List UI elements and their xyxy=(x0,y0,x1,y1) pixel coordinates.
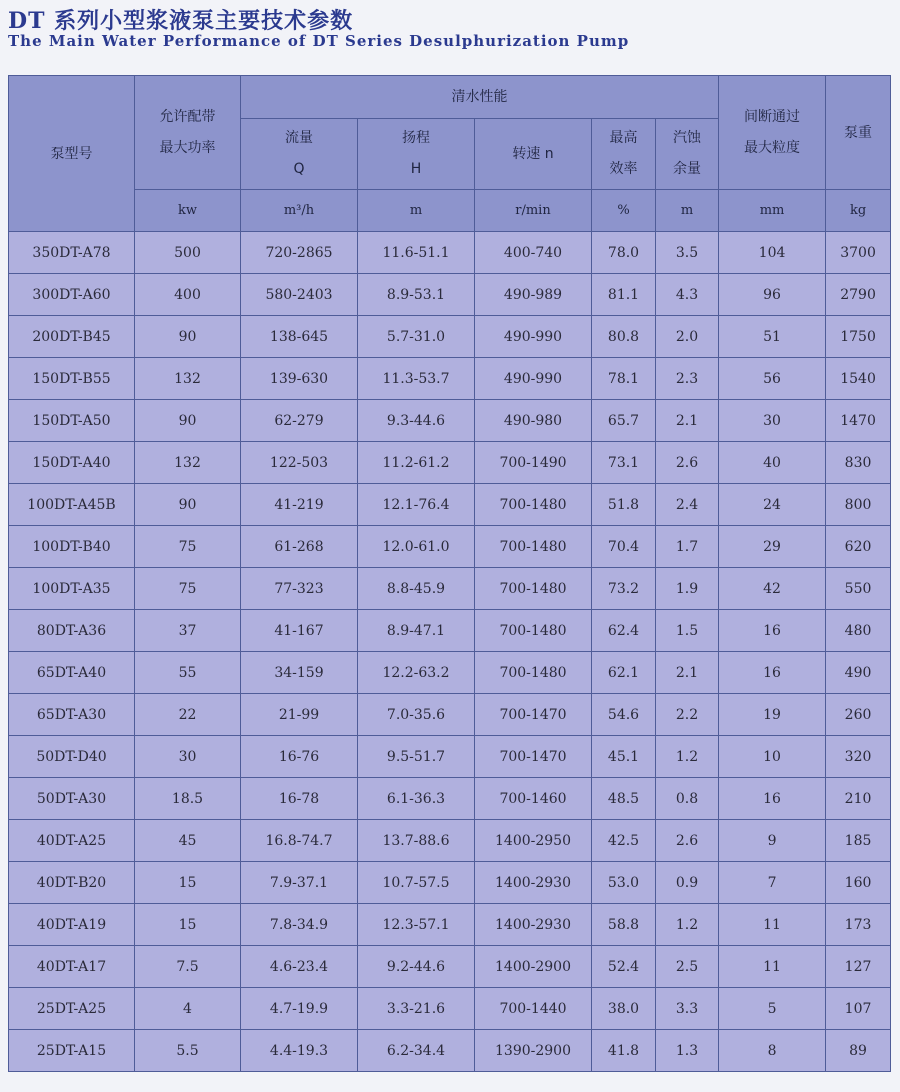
table-row xyxy=(9,316,891,358)
unit-power: kw xyxy=(135,190,241,232)
cell-head: 10.7-57.5 xyxy=(358,862,475,904)
cell-speed: 700-1480 xyxy=(475,568,592,610)
cell-npsh: 1.7 xyxy=(656,526,719,568)
cell-particle: 56 xyxy=(719,358,826,400)
cell-power: 5.5 xyxy=(135,1030,241,1072)
page-title: DT 系列小型浆液泵主要技术参数 xyxy=(8,8,354,34)
cell-model: 25DT-A25 xyxy=(9,988,135,1030)
cell-particle: 5 xyxy=(719,988,826,1030)
cell-weight: 1750 xyxy=(826,316,891,358)
table-row xyxy=(9,946,891,988)
cell-particle: 40 xyxy=(719,442,826,484)
unit-weight: kg xyxy=(826,190,891,232)
cell-flow: 4.4-19.3 xyxy=(241,1030,358,1072)
cell-head: 9.3-44.6 xyxy=(358,400,475,442)
cell-model: 80DT-A36 xyxy=(9,610,135,652)
cell-npsh: 3.3 xyxy=(656,988,719,1030)
cell-power: 55 xyxy=(135,652,241,694)
cell-head: 5.7-31.0 xyxy=(358,316,475,358)
col-header-flow: 流量 Q xyxy=(241,119,358,190)
cell-npsh: 1.9 xyxy=(656,568,719,610)
cell-particle: 9 xyxy=(719,820,826,862)
table-row xyxy=(9,820,891,862)
cell-power: 22 xyxy=(135,694,241,736)
cell-model: 150DT-B55 xyxy=(9,358,135,400)
cell-npsh: 1.2 xyxy=(656,904,719,946)
cell-flow: 580-2403 xyxy=(241,274,358,316)
cell-speed: 490-990 xyxy=(475,358,592,400)
cell-particle: 96 xyxy=(719,274,826,316)
cell-efficiency: 78.1 xyxy=(592,358,656,400)
col-header-head: 扬程 H xyxy=(358,119,475,190)
cell-particle: 16 xyxy=(719,652,826,694)
cell-particle: 7 xyxy=(719,862,826,904)
cell-power: 132 xyxy=(135,442,241,484)
cell-npsh: 3.5 xyxy=(656,232,719,274)
cell-weight: 620 xyxy=(826,526,891,568)
cell-head: 9.2-44.6 xyxy=(358,946,475,988)
cell-weight: 210 xyxy=(826,778,891,820)
cell-particle: 104 xyxy=(719,232,826,274)
cell-flow: 34-159 xyxy=(241,652,358,694)
cell-model: 25DT-A15 xyxy=(9,1030,135,1072)
cell-head: 8.8-45.9 xyxy=(358,568,475,610)
cell-efficiency: 62.4 xyxy=(592,610,656,652)
cell-flow: 41-167 xyxy=(241,610,358,652)
cell-weight: 320 xyxy=(826,736,891,778)
cell-model: 100DT-B40 xyxy=(9,526,135,568)
cell-power: 90 xyxy=(135,484,241,526)
cell-npsh: 2.2 xyxy=(656,694,719,736)
cell-npsh: 2.5 xyxy=(656,946,719,988)
cell-flow: 138-645 xyxy=(241,316,358,358)
cell-npsh: 2.6 xyxy=(656,820,719,862)
cell-model: 40DT-A17 xyxy=(9,946,135,988)
cell-weight: 550 xyxy=(826,568,891,610)
unit-head: m xyxy=(358,190,475,232)
cell-head: 12.0-61.0 xyxy=(358,526,475,568)
cell-npsh: 2.3 xyxy=(656,358,719,400)
cell-weight: 800 xyxy=(826,484,891,526)
cell-particle: 16 xyxy=(719,610,826,652)
cell-efficiency: 73.1 xyxy=(592,442,656,484)
cell-particle: 29 xyxy=(719,526,826,568)
table-row xyxy=(9,400,891,442)
cell-particle: 51 xyxy=(719,316,826,358)
table-row xyxy=(9,778,891,820)
cell-power: 15 xyxy=(135,904,241,946)
col-header-efficiency: 最高 效率 xyxy=(592,119,656,190)
table-row xyxy=(9,442,891,484)
cell-speed: 700-1480 xyxy=(475,652,592,694)
cell-speed: 490-989 xyxy=(475,274,592,316)
cell-speed: 490-990 xyxy=(475,316,592,358)
cell-head: 12.1-76.4 xyxy=(358,484,475,526)
cell-particle: 11 xyxy=(719,904,826,946)
cell-model: 100DT-A35 xyxy=(9,568,135,610)
cell-weight: 480 xyxy=(826,610,891,652)
cell-power: 37 xyxy=(135,610,241,652)
cell-speed: 490-980 xyxy=(475,400,592,442)
cell-power: 18.5 xyxy=(135,778,241,820)
cell-weight: 1470 xyxy=(826,400,891,442)
col-header-particle: 间断通过 最大粒度 xyxy=(719,76,826,190)
cell-speed: 400-740 xyxy=(475,232,592,274)
cell-particle: 42 xyxy=(719,568,826,610)
cell-weight: 1540 xyxy=(826,358,891,400)
cell-model: 150DT-A40 xyxy=(9,442,135,484)
cell-efficiency: 78.0 xyxy=(592,232,656,274)
table-row xyxy=(9,358,891,400)
cell-efficiency: 73.2 xyxy=(592,568,656,610)
cell-head: 8.9-53.1 xyxy=(358,274,475,316)
cell-particle: 24 xyxy=(719,484,826,526)
cell-power: 500 xyxy=(135,232,241,274)
cell-speed: 700-1480 xyxy=(475,484,592,526)
cell-npsh: 2.0 xyxy=(656,316,719,358)
cell-head: 11.2-61.2 xyxy=(358,442,475,484)
cell-npsh: 2.1 xyxy=(656,652,719,694)
cell-flow: 61-268 xyxy=(241,526,358,568)
cell-particle: 8 xyxy=(719,1030,826,1072)
cell-head: 12.2-63.2 xyxy=(358,652,475,694)
cell-model: 200DT-B45 xyxy=(9,316,135,358)
cell-efficiency: 70.4 xyxy=(592,526,656,568)
table-row xyxy=(9,568,891,610)
cell-efficiency: 52.4 xyxy=(592,946,656,988)
cell-efficiency: 54.6 xyxy=(592,694,656,736)
cell-head: 11.6-51.1 xyxy=(358,232,475,274)
cell-efficiency: 45.1 xyxy=(592,736,656,778)
cell-efficiency: 41.8 xyxy=(592,1030,656,1072)
cell-npsh: 2.1 xyxy=(656,400,719,442)
cell-power: 15 xyxy=(135,862,241,904)
cell-head: 6.1-36.3 xyxy=(358,778,475,820)
cell-model: 65DT-A30 xyxy=(9,694,135,736)
col-header-weight: 泵重 xyxy=(826,76,891,190)
cell-weight: 160 xyxy=(826,862,891,904)
cell-flow: 16-78 xyxy=(241,778,358,820)
cell-power: 90 xyxy=(135,400,241,442)
page-subtitle: The Main Water Performance of DT Series Desulphurization Pump xyxy=(8,32,630,50)
cell-power: 132 xyxy=(135,358,241,400)
cell-particle: 30 xyxy=(719,400,826,442)
cell-efficiency: 53.0 xyxy=(592,862,656,904)
cell-speed: 700-1490 xyxy=(475,442,592,484)
cell-flow: 139-630 xyxy=(241,358,358,400)
cell-power: 4 xyxy=(135,988,241,1030)
cell-power: 90 xyxy=(135,316,241,358)
cell-weight: 830 xyxy=(826,442,891,484)
cell-head: 7.0-35.6 xyxy=(358,694,475,736)
cell-speed: 700-1460 xyxy=(475,778,592,820)
cell-model: 40DT-A19 xyxy=(9,904,135,946)
cell-efficiency: 38.0 xyxy=(592,988,656,1030)
cell-npsh: 1.2 xyxy=(656,736,719,778)
cell-weight: 3700 xyxy=(826,232,891,274)
cell-efficiency: 81.1 xyxy=(592,274,656,316)
table-row xyxy=(9,1030,891,1072)
table-row xyxy=(9,652,891,694)
table-row xyxy=(9,484,891,526)
cell-speed: 700-1440 xyxy=(475,988,592,1030)
unit-efficiency: % xyxy=(592,190,656,232)
table-row xyxy=(9,526,891,568)
table-row xyxy=(9,610,891,652)
cell-particle: 10 xyxy=(719,736,826,778)
cell-efficiency: 80.8 xyxy=(592,316,656,358)
table-row xyxy=(9,862,891,904)
cell-speed: 700-1470 xyxy=(475,694,592,736)
cell-power: 75 xyxy=(135,568,241,610)
cell-head: 9.5-51.7 xyxy=(358,736,475,778)
cell-weight: 173 xyxy=(826,904,891,946)
table-row xyxy=(9,232,891,274)
cell-efficiency: 62.1 xyxy=(592,652,656,694)
cell-model: 100DT-A45B xyxy=(9,484,135,526)
spec-table xyxy=(8,75,891,1072)
cell-speed: 1400-2930 xyxy=(475,904,592,946)
unit-npsh: m xyxy=(656,190,719,232)
cell-model: 300DT-A60 xyxy=(9,274,135,316)
cell-power: 7.5 xyxy=(135,946,241,988)
cell-npsh: 2.4 xyxy=(656,484,719,526)
cell-head: 8.9-47.1 xyxy=(358,610,475,652)
cell-model: 350DT-A78 xyxy=(9,232,135,274)
cell-flow: 16-76 xyxy=(241,736,358,778)
cell-power: 75 xyxy=(135,526,241,568)
col-header-clear-water: 清水性能 xyxy=(241,76,719,119)
cell-npsh: 0.8 xyxy=(656,778,719,820)
cell-weight: 127 xyxy=(826,946,891,988)
col-header-model: 泵型号 xyxy=(9,76,135,232)
unit-flow: m³/h xyxy=(241,190,358,232)
cell-speed: 700-1470 xyxy=(475,736,592,778)
cell-npsh: 1.5 xyxy=(656,610,719,652)
cell-npsh: 4.3 xyxy=(656,274,719,316)
table-row xyxy=(9,274,891,316)
cell-power: 45 xyxy=(135,820,241,862)
cell-weight: 107 xyxy=(826,988,891,1030)
cell-particle: 16 xyxy=(719,778,826,820)
cell-flow: 122-503 xyxy=(241,442,358,484)
cell-model: 50DT-D40 xyxy=(9,736,135,778)
cell-head: 3.3-21.6 xyxy=(358,988,475,1030)
cell-head: 11.3-53.7 xyxy=(358,358,475,400)
cell-weight: 260 xyxy=(826,694,891,736)
cell-speed: 700-1480 xyxy=(475,526,592,568)
cell-head: 6.2-34.4 xyxy=(358,1030,475,1072)
cell-npsh: 1.3 xyxy=(656,1030,719,1072)
table-row xyxy=(9,988,891,1030)
cell-npsh: 2.6 xyxy=(656,442,719,484)
cell-weight: 89 xyxy=(826,1030,891,1072)
cell-speed: 1400-2930 xyxy=(475,862,592,904)
table-row xyxy=(9,904,891,946)
cell-flow: 4.6-23.4 xyxy=(241,946,358,988)
col-header-speed: 转速 n xyxy=(475,119,592,190)
col-header-npsh: 汽蚀 余量 xyxy=(656,119,719,190)
cell-model: 40DT-B20 xyxy=(9,862,135,904)
cell-weight: 2790 xyxy=(826,274,891,316)
cell-efficiency: 42.5 xyxy=(592,820,656,862)
cell-speed: 1400-2900 xyxy=(475,946,592,988)
col-header-power: 允许配带 最大功率 xyxy=(135,76,241,190)
cell-flow: 7.8-34.9 xyxy=(241,904,358,946)
cell-particle: 19 xyxy=(719,694,826,736)
cell-power: 400 xyxy=(135,274,241,316)
cell-efficiency: 48.5 xyxy=(592,778,656,820)
cell-flow: 21-99 xyxy=(241,694,358,736)
cell-speed: 700-1480 xyxy=(475,610,592,652)
cell-flow: 4.7-19.9 xyxy=(241,988,358,1030)
cell-flow: 720-2865 xyxy=(241,232,358,274)
cell-speed: 1390-2900 xyxy=(475,1030,592,1072)
cell-particle: 11 xyxy=(719,946,826,988)
cell-efficiency: 51.8 xyxy=(592,484,656,526)
cell-efficiency: 58.8 xyxy=(592,904,656,946)
cell-model: 40DT-A25 xyxy=(9,820,135,862)
cell-flow: 77-323 xyxy=(241,568,358,610)
cell-flow: 16.8-74.7 xyxy=(241,820,358,862)
cell-model: 50DT-A30 xyxy=(9,778,135,820)
cell-speed: 1400-2950 xyxy=(475,820,592,862)
cell-head: 13.7-88.6 xyxy=(358,820,475,862)
cell-weight: 490 xyxy=(826,652,891,694)
cell-model: 150DT-A50 xyxy=(9,400,135,442)
cell-power: 30 xyxy=(135,736,241,778)
table-row xyxy=(9,694,891,736)
cell-flow: 7.9-37.1 xyxy=(241,862,358,904)
cell-flow: 62-279 xyxy=(241,400,358,442)
cell-npsh: 0.9 xyxy=(656,862,719,904)
unit-speed: r/min xyxy=(475,190,592,232)
unit-particle: mm xyxy=(719,190,826,232)
cell-efficiency: 65.7 xyxy=(592,400,656,442)
cell-model: 65DT-A40 xyxy=(9,652,135,694)
table-body xyxy=(9,232,891,1072)
table-row xyxy=(9,736,891,778)
cell-flow: 41-219 xyxy=(241,484,358,526)
cell-weight: 185 xyxy=(826,820,891,862)
cell-head: 12.3-57.1 xyxy=(358,904,475,946)
